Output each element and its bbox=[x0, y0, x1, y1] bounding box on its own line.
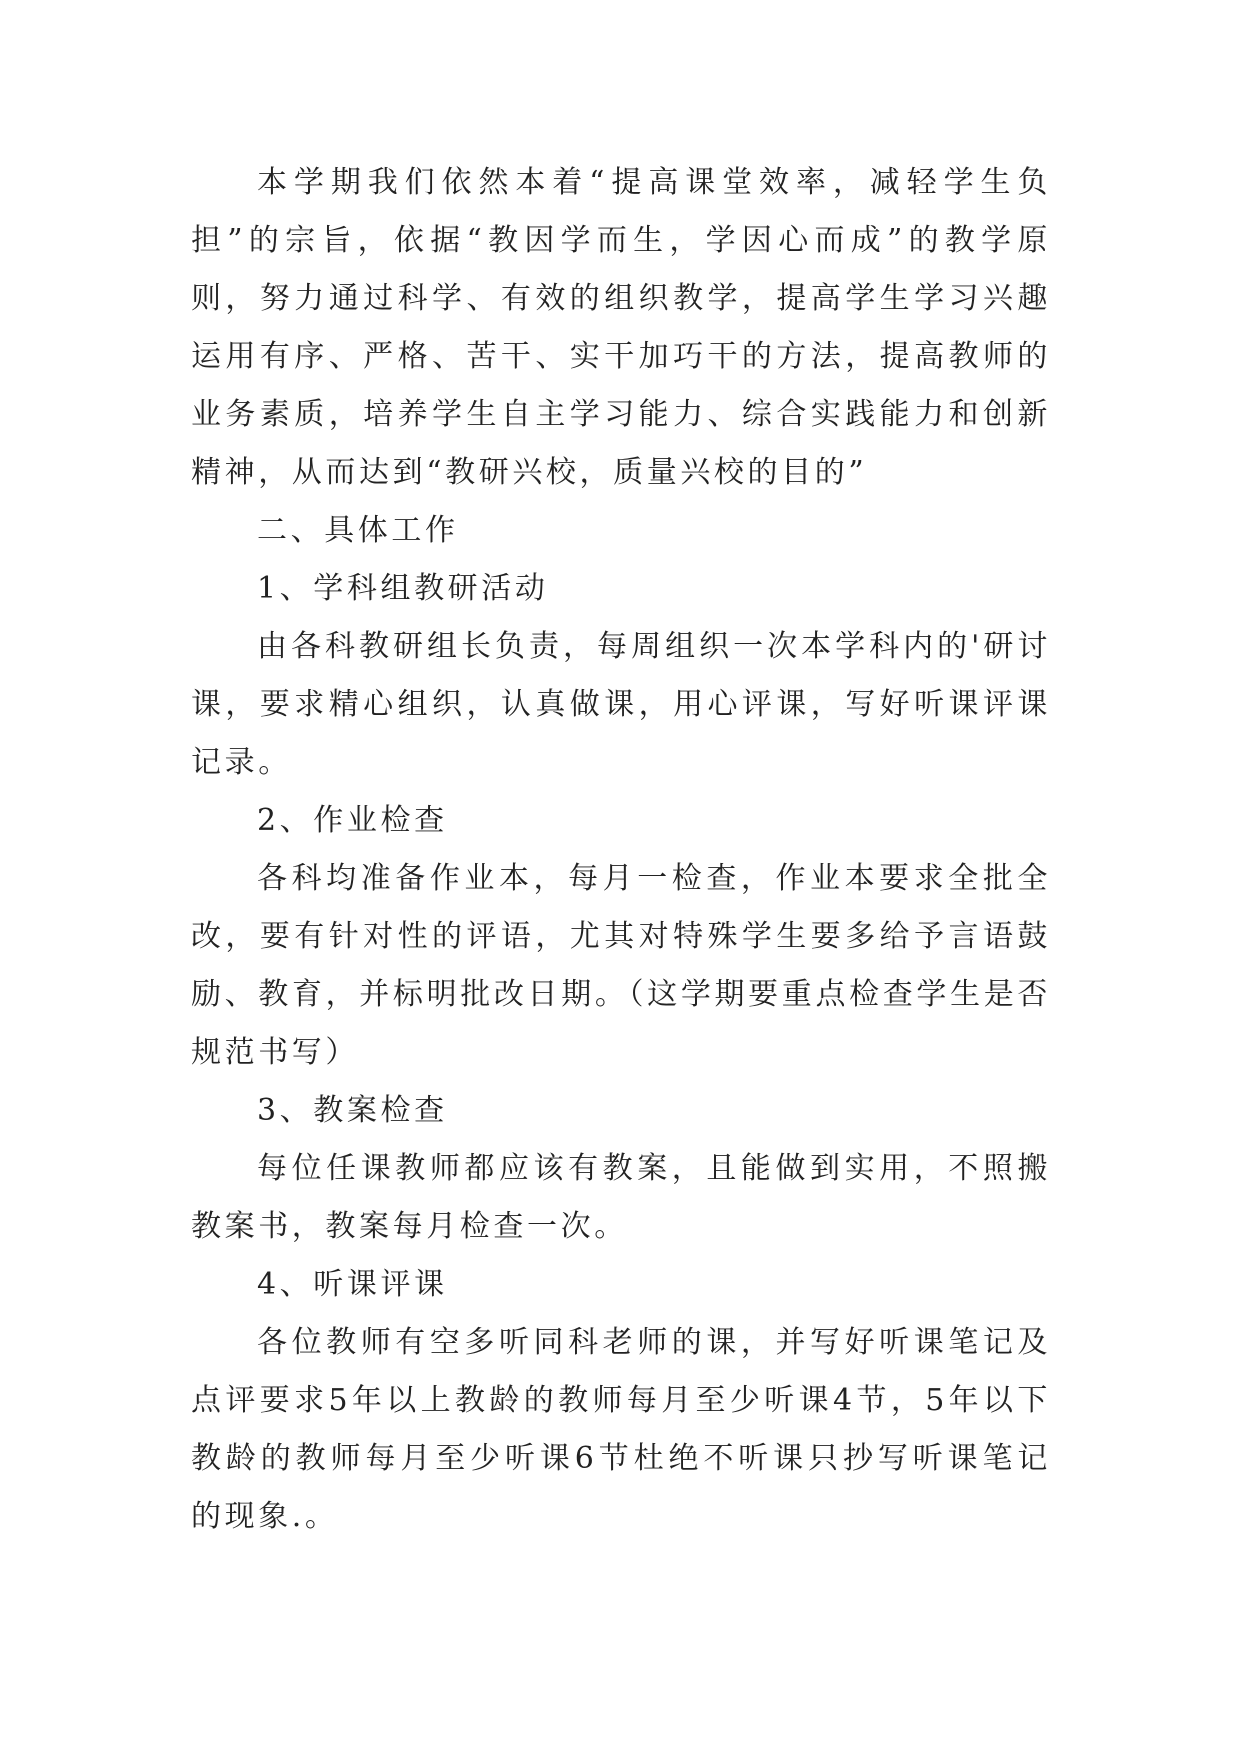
document-body bbox=[191, 154, 1051, 1546]
subheading-lesson-plan-check: 3、教案检查 bbox=[257, 1093, 448, 1128]
paragraph-homework-check: 各科均准备作业本，每月一检查，作业本要求全批全改，要有针对性的评语，尤其对特殊学生要多给予言语鼓励、教育，并标明批改日期。（这学期要重点检查学生是否规范书写） bbox=[191, 861, 1051, 1070]
subheading-subject-group-research: 1、学科组教研活动 bbox=[257, 571, 549, 606]
section-heading-specific-work: 二、具体工作 bbox=[257, 513, 459, 548]
paragraph-class-observation: 各位教师有空多听同科老师的课，并写好听课笔记及点评要求5年以上教龄的教师每月至少听课4节，5年以下教龄的教师每月至少听课6节杜绝不听课只抄写听课笔记的现象.。 bbox=[191, 1325, 1051, 1534]
subheading-class-observation: 4、听课评课 bbox=[257, 1267, 448, 1302]
paragraph-subject-group-research: 由各科教研组长负责，每周组织一次本学科内的'研讨课，要求精心组织，认真做课，用心评课，写好听课评课记录。 bbox=[191, 629, 1051, 780]
subheading-homework-check: 2、作业检查 bbox=[257, 803, 448, 838]
paragraph-lesson-plan-check: 每位任课教师都应该有教案，且能做到实用，不照搬教案书，教案每月检查一次。 bbox=[191, 1151, 1051, 1244]
paragraph-intro: 本学期我们依然本着“提高课堂效率，减轻学生负担”的宗旨，依据“教因学而生，学因心而成”的教学原则，努力通过科学、有效的组织教学，提高学生学习兴趣运用有序、严格、苦干、实干加巧干的方法，提高教师的业务素质，培养学生自主学习能力、综合实践能力和创新精神，从而达到“教研兴校，质量兴校的目的” bbox=[191, 165, 1051, 490]
